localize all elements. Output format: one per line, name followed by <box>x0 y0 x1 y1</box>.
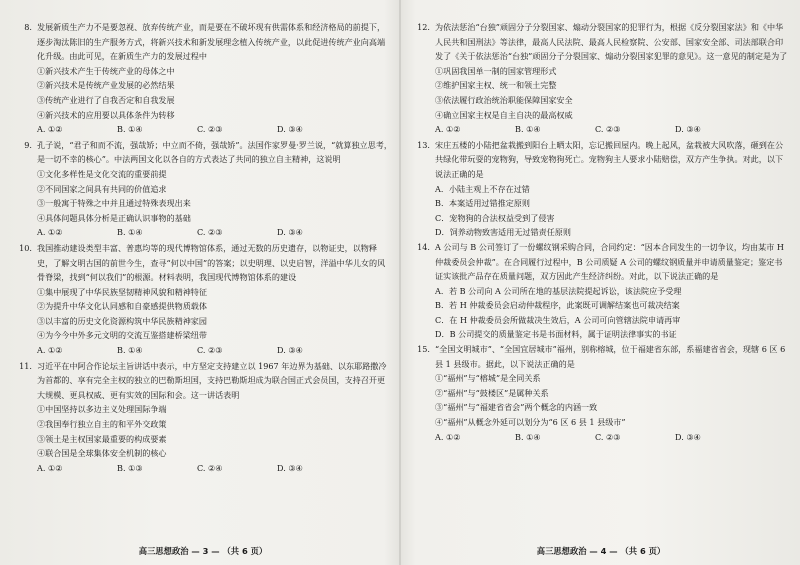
question-number: 15. <box>417 344 430 355</box>
answer-choice: C. ②③ <box>595 124 621 135</box>
question-stem: A 公司与 B 公司签订了一份螺纹钢采购合同，合同约定：“因本合同发生的一切争议，均由某市 H 仲裁委员会仲裁”。在合同履行过程中，B 公司质疑 A 公司的螺纹钢质量并申请质量鉴定；鉴定书证实该批产品存在质量问题，双方因此产生经济纠纷。对此，以下说法正确的是 <box>435 241 784 282</box>
question-head <box>14 20 392 64</box>
question-option: ④联合国是全球集体安全机制的核心 <box>37 448 167 459</box>
question-option: ②为提升中华文化认同感和自豪感提供物质载体 <box>37 301 207 312</box>
question-option: ①中国坚持以多边主义处理国际争端 <box>37 404 167 415</box>
question-option: ④新兴技术的应用要以具体条件为转移 <box>37 109 175 120</box>
question-option: ②不同国家之间具有共同的价值追求 <box>37 183 167 194</box>
question-option: D．饲养动物致害适用无过错责任原则 <box>435 227 571 238</box>
answer-choice: D. ③④ <box>675 431 701 442</box>
question-stem: 习近平在中阿合作论坛主旨讲话中表示，中方坚定支持建立以 1967 年边界为基础、以东耶路撒冷为首都的、享有完全主权的独立的巴勒斯坦国，支持巴勒斯坦成为联合国正式会员国，支持召开更大规模、更具权威、更有实效的国际和会。这一讲话表明 <box>37 360 387 400</box>
answer-choice: D. ③④ <box>277 462 303 473</box>
question-head <box>412 240 790 284</box>
question-14 <box>412 240 790 342</box>
question-12 <box>412 20 790 137</box>
question-option: B．本案适用过错推定原则 <box>435 198 530 209</box>
page-3 <box>14 20 392 565</box>
question-stem: 我国推动建设类型丰富、普惠均等的现代博物馆体系，通过无数的历史遗存，以物证史，以物释史，了解文明古国的前世今生，查寻“何以中国”的答案；以史明理、以史启智，洋溢中华儿女的风骨脊梁，找到“何以我们”的根源。材料表明，我国现代博物馆体系的建设 <box>37 242 386 283</box>
question-option: A．小陆主观上不存在过错 <box>435 183 530 194</box>
question-option: ②“福州”与“鼓楼区”是属种关系 <box>435 387 549 398</box>
question-option: ④“福州”从概念外延可以划分为“6 区 6 县 1 县级市” <box>435 417 626 428</box>
answer-choice: A. ①② <box>37 345 63 356</box>
question-15 <box>412 342 790 444</box>
question-option: ②维护国家主权、统一和领土完整 <box>435 80 557 91</box>
question-head <box>412 20 790 64</box>
answer-choices <box>14 225 392 240</box>
answer-choice: B. ①④ <box>117 124 143 135</box>
answer-choices <box>412 122 790 137</box>
answer-choice: B. ①④ <box>515 431 541 442</box>
question-number: 9. <box>24 139 32 150</box>
question-11 <box>14 359 392 476</box>
answer-choice: C. ②④ <box>197 462 223 473</box>
answer-choice: D. ③④ <box>675 124 701 135</box>
question-list <box>14 20 392 475</box>
answer-choice: D. ③④ <box>277 345 303 356</box>
question-option: D．B 公司提交的质量鉴定书是书面材料，属于证明法律事实的书证 <box>435 329 677 340</box>
question-head <box>412 138 790 182</box>
question-option: ②新兴技术是传统产业发展的必然结果 <box>37 80 175 91</box>
question-option: ③以丰富的历史文化资源构筑中华民族精神家园 <box>37 315 207 326</box>
page-footer: 高三思想政治 — 4 — （共 6 页） <box>536 546 666 556</box>
question-stem: 孔子说，“君子和而不流，强哉矫；中立而不倚，强哉矫”。法国作家罗曼·罗兰说，“就算独立思考，是一切不幸的核心”。中法两国文化以各自的方式表达了共同的独立自主精神，这说明 <box>37 139 392 165</box>
answer-choice: B. ①③ <box>117 462 143 473</box>
question-number: 10. <box>19 242 32 253</box>
question-number: 8. <box>24 22 32 32</box>
answer-choice: B. ①④ <box>117 345 143 356</box>
answer-choices <box>14 122 392 137</box>
answer-choice: C. ②③ <box>197 124 223 135</box>
answer-choice: D. ③④ <box>277 124 303 135</box>
answer-choice: A. ①② <box>435 431 461 442</box>
answer-choices <box>14 461 392 476</box>
question-option: ④确立国家主权是自主自决的最高权威 <box>435 109 573 120</box>
question-8 <box>14 20 392 137</box>
answer-choice: C. ②③ <box>197 345 223 356</box>
question-head <box>412 342 790 371</box>
question-9 <box>14 138 392 240</box>
question-13 <box>412 138 790 240</box>
page-footer: 高三思想政治 — 3 — （共 6 页） <box>138 546 268 556</box>
question-option: ②我国奉行独立自主的和平外交政策 <box>37 419 167 430</box>
question-stem: 宋庄五楼的小陆把盆栽搬到阳台上晒太阳，忘记搬回屋内。晚上起风，盆栽被大风吹落，砸到在公共绿化带玩耍的宠物狗，导致宠物狗死亡。宠物狗主人要求小陆赔偿，双方产生争执。对此，以下说法正确的是 <box>435 139 784 179</box>
question-option: ①文化多样性是文化交流的重要前提 <box>37 168 167 179</box>
question-stem: 为依法惩治“台独”顽固分子分裂国家、煽动分裂国家的犯罪行为，根据《反分裂国家法》和《中华人民共和国刑法》等法律，最高人民法院、最高人民检察院、公安部、国家安全部、司法部联合印发了《关于依法惩治“台独”顽固分子分裂国家、煽动分裂国家犯罪的意见》。这一意见的制定是为了 <box>435 22 788 62</box>
answer-choice: C. ②③ <box>595 431 621 442</box>
question-option: C．宠物狗的合法权益受到了侵害 <box>435 212 555 223</box>
question-option: C．在 H 仲裁委员会所做裁决生效后，A 公司可向管辖法院申请再审 <box>435 314 681 325</box>
question-option: ①新兴技术产生于传统产业的母体之中 <box>37 65 175 76</box>
question-number: 13. <box>417 139 430 150</box>
question-number: 12. <box>417 22 430 32</box>
answer-choice: A. ①② <box>37 124 63 135</box>
answer-choices <box>14 343 392 358</box>
answer-choices <box>412 430 790 445</box>
question-head <box>14 359 392 403</box>
question-option: ③“福州”与“福建省省会”两个概念的内涵一致 <box>435 402 598 413</box>
question-option: ①“福州”与“榕城”是全同关系 <box>435 373 541 384</box>
answer-choice: A. ①② <box>435 124 461 135</box>
question-stem: 发展新质生产力不是要忽视、放弃传统产业，而是要在不破坏现有供需体系和经济格局的前提下，逐步淘汰陈旧的生产服务方式，将新兴技术和新发展理念植入传统产业，以此促进传统产业向高端化升级。由此可见，在新质生产力的发展过程中 <box>37 22 386 62</box>
question-option: ③依法履行政治统治职能保障国家安全 <box>435 94 573 105</box>
question-option: ①集中展现了中华民族坚韧精神风貌和精神特征 <box>37 286 207 297</box>
question-list <box>412 20 790 444</box>
answer-choice: B. ①④ <box>515 124 541 135</box>
answer-choice: A. ①② <box>37 462 63 473</box>
question-number: 11. <box>19 360 32 371</box>
question-option: B．若 H 仲裁委员会启动仲裁程序，此案既可调解结案也可裁决结案 <box>435 300 680 311</box>
answer-choice: B. ①④ <box>117 227 143 238</box>
question-number: 14. <box>417 241 430 252</box>
question-option: A．若 B 公司向 A 公司所在地的基层法院提起诉讼，该法院应予受理 <box>435 285 682 296</box>
question-option: ④为今今中外多元文明的交流互鉴搭建桥梁纽带 <box>37 330 207 341</box>
question-option: ③一般寓于特殊之中并且通过特殊表现出来 <box>37 198 191 209</box>
question-10 <box>14 241 392 358</box>
question-stem: “全国文明城市”、“全国宜居城市”福州，别称榕城，位于福建省东部，系福建省省会，现辖 6 区 6 县 1 县级市。据此，以下说法正确的是 <box>435 344 786 369</box>
question-head <box>14 241 392 285</box>
question-option: ③领土是主权国家最重要的构成要素 <box>37 433 167 444</box>
question-option: ④具体问题具体分析是正确认识事物的基础 <box>37 212 191 223</box>
question-head <box>14 138 392 167</box>
page-fold <box>399 0 401 565</box>
answer-choice: C. ②③ <box>197 227 223 238</box>
question-option: ①巩固我国单一制的国家管理形式 <box>435 65 557 76</box>
answer-choice: A. ①② <box>37 227 63 238</box>
answer-choice: D. ③④ <box>277 227 303 238</box>
question-option: ③传统产业进行了自我否定和自我发展 <box>37 94 175 105</box>
page-4 <box>412 20 790 565</box>
